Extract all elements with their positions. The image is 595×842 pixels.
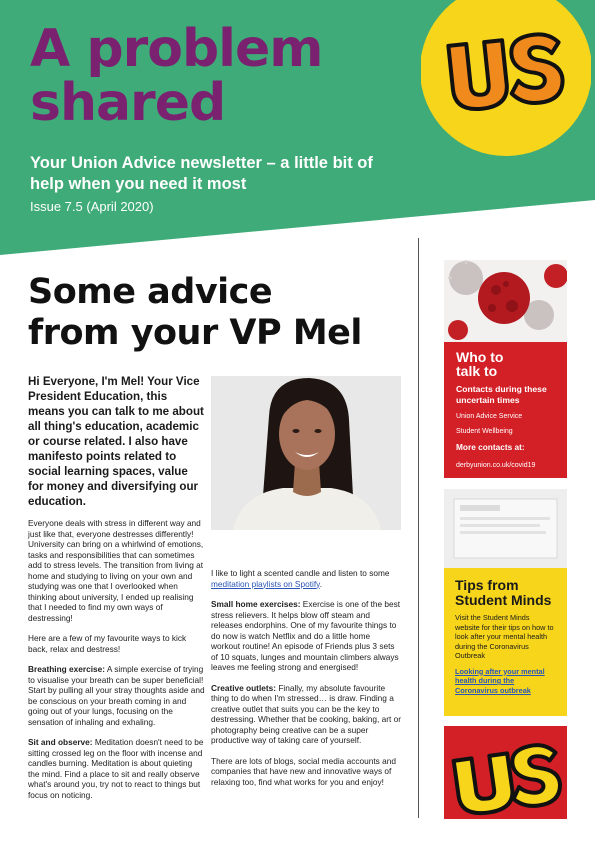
who-title: Who to talk to [456,349,504,379]
article-column-left [28,518,206,810]
article-column-right [211,568,401,797]
student-wellbeing-link[interactable]: Student Wellbeing [456,428,513,435]
tips-title: Tips from Student Minds [455,577,552,608]
who-to-talk-to-box [444,342,567,478]
coronavirus-image [444,260,567,342]
spotify-playlist-link[interactable]: meditation playlists on Spotify [211,578,320,589]
article-intro: Hi Everyone, I'm Mel! Your Vice President Education, this means you can talk to me about all thing's education, academic or course related. I also have manifesto points related to social learning spaces, value for money and diversifying our education. [28,375,204,508]
newsletter-subtitle: Your Union Advice newsletter – a little bit of help when you need it most [30,154,373,193]
mental-health-link[interactable]: Looking after your mental health during the Coronavirus outbreak [455,666,545,695]
article-heading: Some advice from your VP Mel [28,272,362,353]
newsletter-title: A problem shared [30,19,323,133]
paragraph-creative: Creative outlets: Finally, my absolute favourite thing to do when I'm stressed… is draw. Finding a creative outlet that suits you can be the key to destressing. Whether that be cooking, baking, art or photography being creative can be a super productive way of taking care of yourself. [211,682,402,745]
us-logo-box [444,726,567,819]
student-minds-tips-box [444,568,567,716]
union-advice-link[interactable]: Union Advice Service [456,413,523,420]
us-logo [421,0,591,160]
paragraph: Everyone deals with stress in different way and just like that, everyone destresses differently! University can bring on a whirlwind of emotions, tasks and responsibilities that can sometimes add to stress levels. The transition from living at home and studying to living on your own and studying was one that I overlooked when thinking about university, I ended up realising that I needed to find my own ways of destressing! [28,518,204,623]
issue-number: Issue 7.5 (April 2020) [30,199,154,214]
vp-mel-photo [211,376,401,530]
covid19-contacts-link[interactable]: derbyunion.co.uk/covid19 [456,462,536,469]
paragraph-breathing: Breathing exercise: A simple exercise of trying to visualise your breath can be super beneficial! Start by pulling all your stray thoughts aside and be conscious on your breath coming in and going out of your lungs, focusing on the sensation of inhaling and exhaling. [28,664,205,727]
paragraph-sit-observe: Sit and observe: Meditation doesn't need to be sitting crossed leg on the floor with incense and candles burning. Meditation is about quieting the mind. Find a place to sit and really observe what's around you, try not to react to things but focus on noticing. [28,737,204,800]
paragraph: There are lots of blogs, social media accounts and companies that have new and innovative ways of relaxing too, find what works for you and enjoy! [211,755,396,787]
column-divider [418,238,419,818]
who-subtitle: Contacts during these uncertain times [456,384,547,405]
tips-text: Visit the Student Minds website for their tips on how to look after your mental health during the Coronavirus Outbreak [455,613,554,660]
paragraph: Here are a few of my favourite ways to kick back, relax and destress! [28,633,187,654]
paragraph-spotify: I like to light a scented candle and listen to some meditation playlists on Spotify. [211,568,390,589]
student-minds-image [444,489,567,568]
more-contacts-label: More contacts at: [456,442,525,452]
paragraph-home-exercise: Small home exercises: Exercise is one of the best stress relievers. It helps blow off steam and releases endorphins. One of my favourite things to do now is watch Netflix and do a little home workout routine! An episode of Friends plus 3 sets of 10 squats, lunges and mountain climbers always leaves me feeling strong and energised! [211,599,401,672]
